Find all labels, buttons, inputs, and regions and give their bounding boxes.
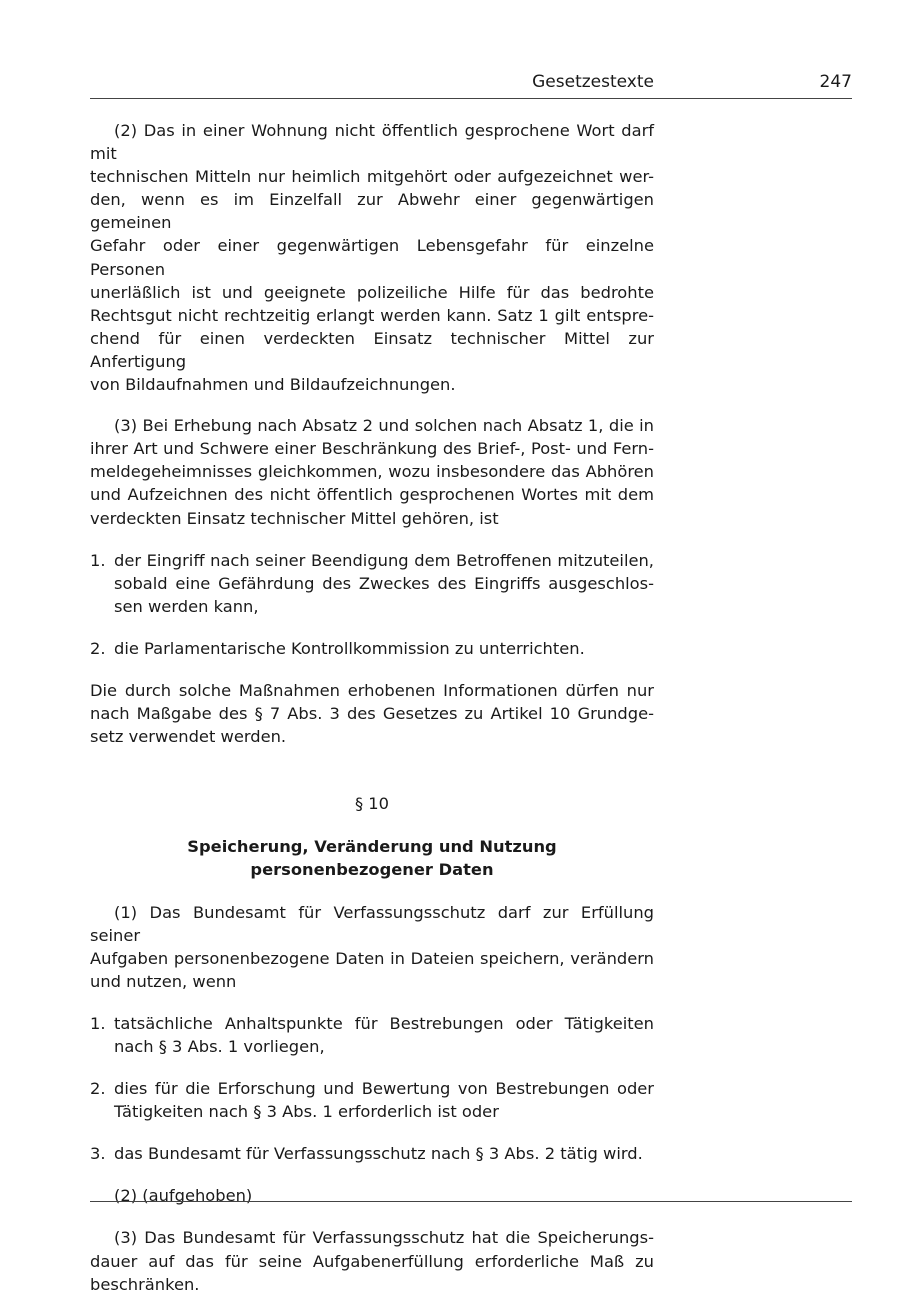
paragraph-line: Rechtsgut nicht rechtzeitig erlangt werden kann. Satz 1 gilt entspre-: [90, 305, 654, 325]
paragraph-line: technischen Mitteln nur heimlich mitgehört oder aufgezeichnet wer-: [90, 167, 654, 187]
paragraph-line: Gefahr oder einer gegenwärtigen Lebensgefahr für einzelne Personen: [90, 236, 654, 279]
paragraph-line: (2) Das in einer Wohnung nicht öffentlich gesprochene Wort darf mit: [90, 121, 654, 164]
section-number: § 10: [354, 794, 390, 814]
paragraph-line: ihrer Art und Schwere einer Beschränkung des Brief-, Post- und Fern-: [90, 439, 654, 459]
paragraph-3: [90, 414, 654, 529]
list-line: dies für die Erforschung und Bewertung von Bestrebungen oder: [114, 1079, 654, 1099]
paragraph-line: Die durch solche Maßnahmen erhobenen Informationen dürfen nur: [90, 680, 654, 700]
list-item: [90, 549, 654, 618]
list-number: 2.: [90, 638, 106, 658]
paragraph-line: von Bildaufnahmen und Bildaufzeichnungen.: [90, 375, 456, 395]
page-number: 247: [819, 72, 852, 92]
section-paragraph-2: (2) (aufgehoben): [114, 1186, 253, 1206]
list-number: 1.: [90, 550, 106, 570]
list-line: nach § 3 Abs. 1 vorliegen,: [114, 1037, 325, 1056]
paragraph-line: (1) Das Bundesamt für Verfassungsschutz darf zur Erfüllung seiner: [90, 902, 654, 945]
paragraph-line: dauer auf das für seine Aufgabenerfüllung erforderliche Maß zu: [90, 1251, 654, 1271]
page-body: [90, 119, 654, 1296]
list-line: sobald eine Gefährdung des Zweckes des Eingriffs ausgeschlos-: [114, 573, 654, 593]
closing-paragraph: [90, 679, 654, 748]
list-line: der Eingriff nach seiner Beendigung dem Betroffenen mitzuteilen,: [114, 550, 654, 570]
list-number: 1.: [90, 1013, 106, 1033]
list-item: [90, 1142, 654, 1165]
page-header: [90, 70, 852, 98]
section-paragraph-3: [90, 1226, 654, 1295]
section-title-line: Speicherung, Veränderung und Nutzung: [187, 837, 557, 857]
paragraph-line: verdeckten Einsatz technischer Mittel gehören, ist: [90, 508, 499, 528]
list-item: [90, 1012, 654, 1058]
list-line: tatsächliche Anhaltspunkte für Bestrebungen oder Tätigkeiten: [114, 1013, 654, 1033]
list-item: [90, 637, 654, 660]
paragraph-line: Aufgaben personenbezogene Daten in Dateien speichern, verändern: [90, 948, 654, 968]
paragraph-line: chend für einen verdeckten Einsatz technischer Mittel zur Anfertigung: [90, 328, 654, 371]
footer-rule: [90, 1201, 852, 1202]
list-line: sen werden kann,: [114, 596, 259, 616]
list-item: [90, 1077, 654, 1123]
paragraph-line: und Aufzeichnen des nicht öffentlich gesprochenen Wortes mit dem: [90, 485, 654, 505]
paragraph-line: nach Maßgabe des § 7 Abs. 3 des Gesetzes zu Artikel 10 Grundge-: [90, 704, 654, 724]
paragraph-line: setz verwendet werden.: [90, 727, 287, 747]
paragraph-line: unerläßlich ist und geeignete polizeiliche Hilfe für das bedrohte: [90, 282, 654, 302]
list-number: 3.: [90, 1144, 106, 1164]
list-line: die Parlamentarische Kontrollkommission zu unterrichten.: [114, 638, 585, 658]
section-paragraph-1: [90, 901, 654, 993]
paragraph-2: [90, 119, 654, 396]
section-title: [90, 835, 654, 881]
paragraph-line: und nutzen, wenn: [90, 971, 237, 991]
list-line: Tätigkeiten nach § 3 Abs. 1 erforderlich ist oder: [114, 1102, 499, 1122]
section-title-line: personenbezogener Daten: [250, 860, 494, 880]
list-line: das Bundesamt für Verfassungsschutz nach § 3 Abs. 2 tätig wird.: [114, 1144, 643, 1164]
paragraph-line: den, wenn es im Einzelfall zur Abwehr einer gegenwärtigen gemeinen: [90, 190, 654, 233]
paragraph-line: (3) Bei Erhebung nach Absatz 2 und solchen nach Absatz 1, die in: [114, 416, 654, 436]
paragraph-line: meldegeheimnisses gleichkommen, wozu insbesondere das Abhören: [90, 462, 654, 482]
list-number: 2.: [90, 1079, 106, 1099]
running-title: Gesetzestexte: [532, 72, 654, 92]
paragraph-line: (3) Das Bundesamt für Verfassungsschutz hat die Speicherungs-: [114, 1228, 654, 1248]
header-rule: [90, 98, 852, 99]
paragraph-line: beschränken.: [90, 1274, 200, 1294]
